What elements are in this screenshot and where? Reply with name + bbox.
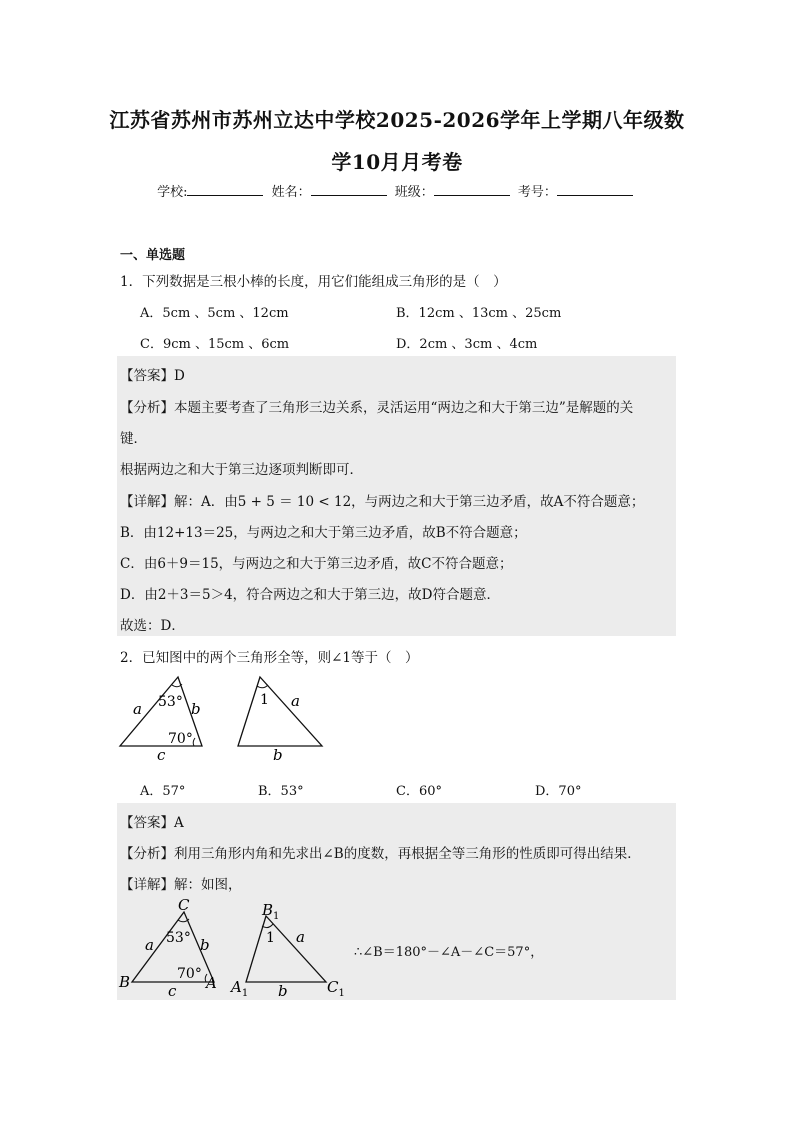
angle-1-label: 1: [260, 692, 269, 708]
class-blank: [434, 183, 510, 196]
q2-triangle-right: [234, 672, 334, 762]
solution-angle-1-label: 1: [266, 930, 275, 946]
vertex-c-label: C: [178, 896, 190, 914]
title-line-2: 学10月月考卷: [331, 150, 463, 174]
q1-analysis-line-2: 键．: [120, 431, 147, 447]
q1-detail-line-3: C．由6＋9＝15，与两边之和大于第三边矛盾，故C不符合题意；: [120, 556, 513, 572]
vertex-b-label: B: [119, 973, 131, 991]
vertex-b1-label: $B_1$: [262, 901, 280, 922]
solution-side-b-label-right: b: [278, 982, 288, 1000]
question-1-stem: 1．下列数据是三根小棒的长度，用它们能组成三角形的是（ ）: [120, 274, 507, 290]
solution-angle-70-label: 70°: [177, 966, 202, 982]
title-line-1: 江苏省苏州市苏州立达中学校2025-2026学年上学期八年级数: [109, 108, 685, 132]
vertex-c1-label: $C_1$: [327, 978, 345, 999]
student-info-row: [0, 181, 794, 200]
q2-triangle-left: [116, 672, 216, 762]
q2-option-b: B．53°: [258, 784, 304, 799]
q1-detail-line-4: D．由2＋3＝5＞4，符合两边之和大于第三边，故D符合题意．: [120, 587, 501, 603]
q2-solution-triangle-left: [118, 896, 228, 1000]
section-heading: 一、单选题: [120, 248, 186, 263]
q2-option-c: C．60°: [396, 784, 442, 799]
vertex-a-label: A: [206, 974, 217, 992]
q2-option-a: A．57°: [140, 784, 186, 799]
q1-detail-line-2: B．由12+13＝25，与两边之和大于第三边矛盾，故B不符合题意；: [120, 525, 527, 541]
q2-detail: 【详解】解：如图，: [120, 877, 242, 893]
q1-analysis-line-3: 根据两边之和大于第三边逐项判断即可．: [120, 462, 363, 478]
side-b-label-right: b: [273, 746, 283, 764]
solution-triangle-right-shape: [246, 916, 326, 982]
triangle-right-top-arc: [257, 685, 268, 688]
solution-side-c-label: c: [168, 982, 177, 1000]
solution-side-a-label: a: [145, 936, 154, 954]
triangle-right-shape: [238, 677, 322, 746]
q1-analysis-line-1: 【分析】本题主要考查了三角形三边关系，灵活运用“两边之和大于第三边”是解题的关: [120, 400, 634, 416]
solution-side-a-label-right: a: [296, 928, 305, 946]
q2-solution-triangle-right: [230, 896, 350, 1000]
q1-option-c: C．9cm 、15cm 、6cm: [140, 337, 290, 352]
solution-side-b-label: b: [200, 936, 210, 954]
q2-analysis: 【分析】利用三角形内角和先求出∠B的度数，再根据全等三角形的性质即可得出结果．: [120, 846, 641, 862]
name-blank: [311, 183, 387, 196]
q2-option-d: D．70°: [535, 784, 582, 799]
side-a-label: a: [133, 700, 142, 718]
q1-option-d: D．2cm 、3cm 、4cm: [396, 337, 538, 352]
number-label: 考号：: [517, 185, 557, 200]
school-label: 学校:: [157, 185, 188, 200]
question-2-stem: 2．已知图中的两个三角形全等，则∠1等于（ ）: [120, 650, 419, 666]
q1-option-b: B．12cm 、13cm 、25cm: [396, 306, 562, 321]
q1-answer: 【答案】D: [120, 368, 185, 384]
q1-detail-line-1: 【详解】解：A．由5 + 5 ＝ 10 < 12，与两边之和大于第三边矛盾，故A不符合题意；: [120, 494, 645, 510]
class-label: 班级：: [394, 185, 434, 200]
side-b-label: b: [191, 700, 201, 718]
vertex-a1-label: $A_1$: [231, 978, 249, 999]
solution-angle-53-label: 53°: [166, 930, 191, 946]
name-label: 姓名：: [271, 185, 311, 200]
q2-solution-formula: ∴∠B＝180°－∠A－∠C＝57°，: [354, 945, 544, 960]
q2-answer: 【答案】A: [120, 815, 184, 831]
number-blank: [557, 183, 633, 196]
q1-option-a: A．5cm 、5cm 、12cm: [140, 306, 289, 321]
school-blank: [187, 183, 263, 196]
q1-conclusion: 故选：D．: [120, 618, 185, 634]
side-c-label: c: [157, 746, 166, 764]
angle-70-label: 70°: [168, 731, 193, 747]
angle-53-label: 53°: [158, 694, 183, 710]
triangle-left-right-arc: [193, 738, 195, 746]
side-a-label-right: a: [291, 692, 300, 710]
